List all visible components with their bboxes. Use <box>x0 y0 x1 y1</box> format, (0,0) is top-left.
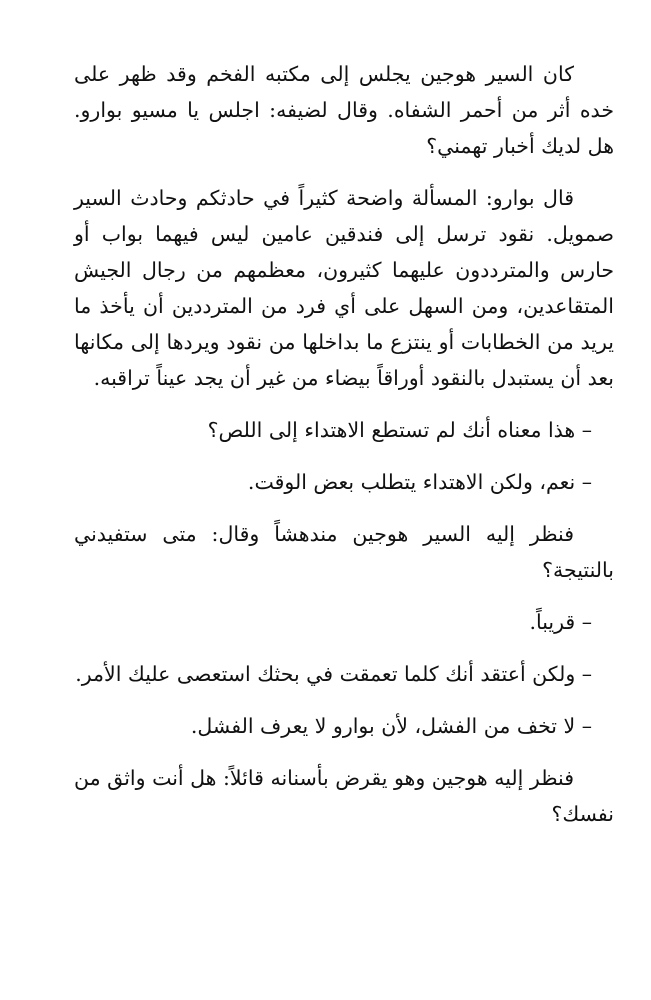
dialogue-line-time: – نعم، ولكن الاهتداء يتطلب بعض الوقت. <box>247 470 592 494</box>
dialogue-line-soon: – قريباً. <box>529 610 592 634</box>
paragraph-poirot-explanation: قال بوارو: المسألة واضحة كثيراً في حادثكم وحادث السير صمويل. نقود ترسل إلى فندقين عامين ليس فيهما بواب أو حارس والمترددون عليهما كثيرون، معظمهم من رجال الجيش المتقاعدين، ومن السهل على أي فرد من المترددين أن يأخذ ما يريد من الخطابات أو ينتزع ما بداخلها من نقود ويردها إلى مكانها بعد أن يستبدل بالنقود أوراقاً بيضاء من غير أن يجد عيناً تراقبه. <box>74 186 614 390</box>
dialogue-line-deeper: – ولكن أعتقد أنك كلما تعمقت في بحثك استعصى عليك الأمر. <box>75 662 592 686</box>
paragraph-hugin-office: كان السير هوجين يجلس إلى مكتبه الفخم وقد ظهر على خده أثر من أحمر الشفاه. وقال لضيفه: اجلس يا مسيو بوارو. هل لديك أخبار تهمني؟ <box>74 62 614 158</box>
paragraph-confident: فنظر إليه هوجين وهو يقرض بأسنانه قائلاً: هل أنت واثق من نفسك؟ <box>74 766 614 826</box>
paragraph-when-result: فنظر إليه السير هوجين مندهشاً وقال: متى ستفيدني بالنتيجة؟ <box>74 522 614 582</box>
dialogue-line-no-failure: – لا تخف من الفشل، لأن بوارو لا يعرف الفشل. <box>190 714 592 738</box>
dialogue-line-thief: – هذا معناه أنك لم تستطع الاهتداء إلى اللص؟ <box>207 418 592 442</box>
book-page <box>74 56 614 848</box>
